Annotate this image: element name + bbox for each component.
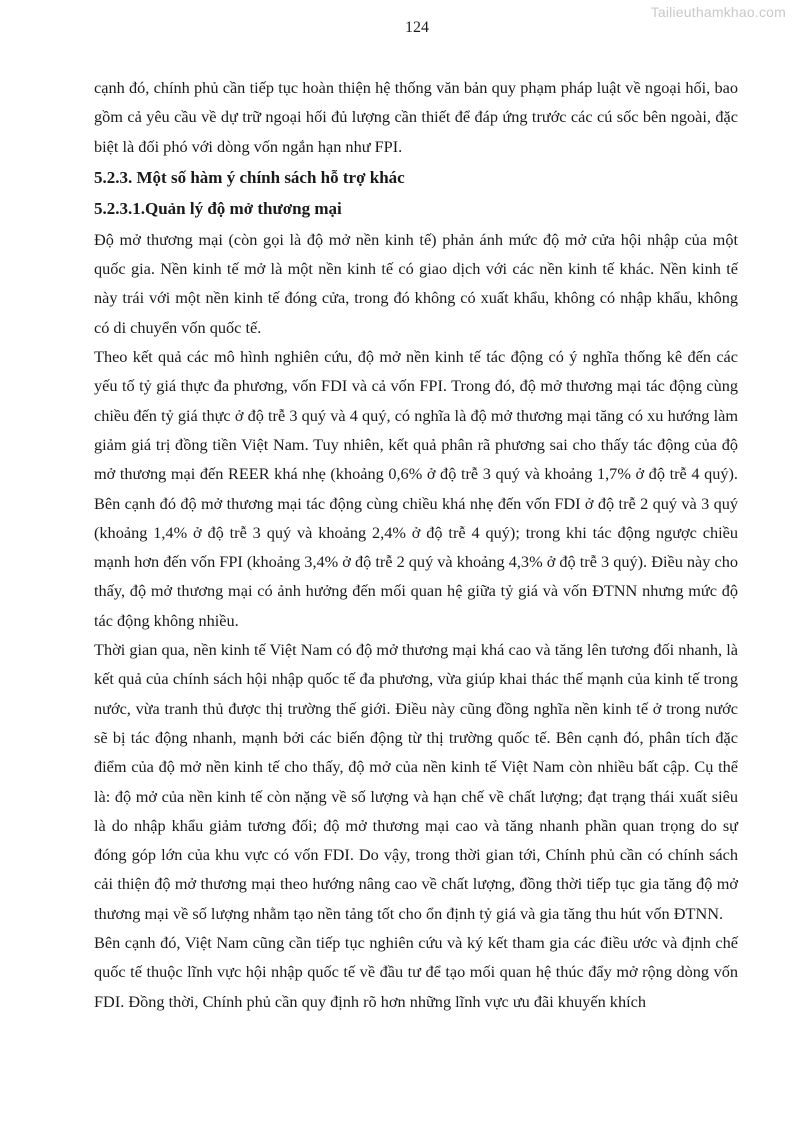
paragraph: Độ mở thương mại (còn gọi là độ mở nền kinh tế) phản ánh mức độ mở cửa hội nhập của một quốc gia. Nền kinh tế mở là một nền kinh tế có giao dịch với các nền kinh tế khác. Nền kinh tế này trái với một nền kinh tế đóng cửa, trong đó không có xuất khẩu, không có nhập khẩu, không có di chuyển vốn quốc tế. bbox=[94, 229, 738, 337]
watermark: Tailieuthamkhao.com bbox=[650, 4, 786, 20]
subsection-heading: 5.2.3.1.Quản lý độ mở thương mại bbox=[94, 198, 342, 218]
paragraph: Bên cạnh đó, Việt Nam cũng cần tiếp tục nghiên cứu và ký kết tham gia các điều ước và định chế quốc tế thuộc lĩnh vực hội nhập quốc tế về đầu tư để tạo mối quan hệ thúc đẩy mở rộng dòng vốn FDI. Đồng thời, Chính phủ cần quy định rõ hơn những lĩnh vực ưu đãi khuyến khích bbox=[94, 933, 738, 1011]
page-number: 124 bbox=[405, 19, 429, 36]
paragraph: Thời gian qua, nền kinh tế Việt Nam có độ mở thương mại khá cao và tăng lên tương đối nhanh, là kết quả của chính sách hội nhập quốc tế đa phương, vừa giúp khai thác thế mạnh của kinh tế trong nước, vừa tranh thủ được thị trường thế giới. Điều này cũng đồng nghĩa nền kinh tế ở trong nước sẽ bị tác động nhanh, mạnh bởi các biến động từ thị trường quốc tế. Bên cạnh đó, phân tích đặc điểm của độ mở nền kinh tế cho thấy, độ mở của nền kinh tế Việt Nam còn nhiều bất cập. Cụ thể là: độ mở của nền kinh tế còn nặng về số lượng và hạn chế về chất lượng; đạt trạng thái xuất siêu là do nhập khẩu giảm tương đối; độ mở thương mại cao và tăng nhanh phần quan trọng do sự đóng góp lớn của khu vực có vốn FDI. Do vậy, trong thời gian tới, Chính phủ cần có chính sách cải thiện độ mở thương mại theo hướng nâng cao về chất lượng, đồng thời tiếp tục gia tăng độ mở thương mại về số lượng nhằm tạo nền tảng tốt cho ổn định tỷ giá và gia tăng thu hút vốn ĐTNN. bbox=[94, 640, 738, 923]
section-heading: 5.2.3. Một số hàm ý chính sách hỗ trợ khác bbox=[94, 167, 405, 187]
body-text bbox=[94, 73, 738, 1016]
intro-paragraph: cạnh đó, chính phủ cần tiếp tục hoàn thiện hệ thống văn bản quy phạm pháp luật về ngoại hối, bao gồm cả yêu cầu về dự trữ ngoại hối đủ lượng cần thiết để đáp ứng trước các cú sốc bên ngoài, đặc biệt là đối phó với dòng vốn ngắn hạn như FPI. bbox=[94, 78, 738, 156]
paragraph: Theo kết quả các mô hình nghiên cứu, độ mở nền kinh tế tác động có ý nghĩa thống kê đến các yếu tố tỷ giá thực đa phương, vốn FDI và cả vốn FPI. Trong đó, độ mở thương mại tác động cùng chiều đến tỷ giá thực ở độ trễ 3 quý và 4 quý, có nghĩa là độ mở thương mại tăng có xu hướng làm giảm giá trị đồng tiền Việt Nam. Tuy nhiên, kết quả phân rã phương sai cho thấy tác động của độ mở thương mại đến REER khá nhẹ (khoảng 0,6% ở độ trễ 3 quý và khoảng 1,7% ở độ trễ 4 quý). Bên cạnh đó độ mở thương mại tác động cùng chiều khá nhẹ đến vốn FDI ở độ trễ 2 quý và 3 quý (khoảng 1,4% ở độ trễ 3 quý và khoảng 2,4% ở độ trễ 4 quý); trong khi tác động ngược chiều mạnh hơn đến vốn FPI (khoảng 3,4% ở độ trễ 2 quý và khoảng 4,3% ở độ trễ 3 quý). Điều này cho thấy, độ mở thương mại có ảnh hưởng đến mối quan hệ giữa tỷ giá và vốn ĐTNN nhưng mức độ tác động không nhiều. bbox=[94, 347, 738, 630]
